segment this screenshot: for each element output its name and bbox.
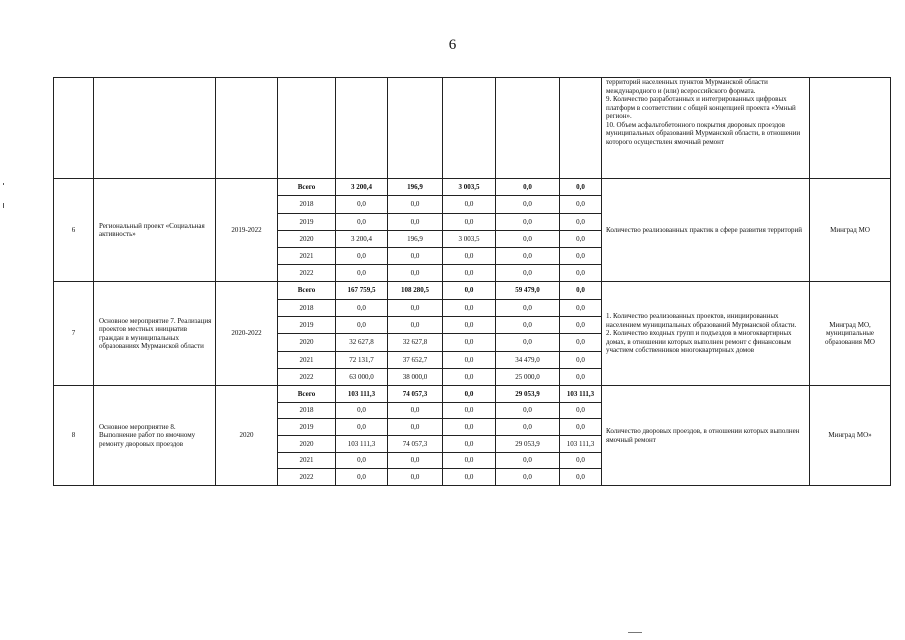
cell-year: 2020	[278, 436, 336, 453]
cell-value: 0,0	[443, 403, 496, 419]
cell-year: 2019	[278, 214, 336, 231]
cell-indicators	[602, 386, 810, 486]
cell-year: 2020	[278, 334, 336, 352]
cell-value	[443, 78, 496, 179]
cell-value: 0,0	[560, 265, 602, 282]
cell-executor: Минград МО	[810, 179, 891, 282]
cell-value: 29 053,9	[496, 386, 560, 403]
scan-mark	[3, 183, 4, 185]
cell-value: 0,0	[336, 317, 388, 334]
cell-value: 0,0	[336, 453, 388, 469]
cell-value: 0,0	[560, 282, 602, 300]
cell-value: 0,0	[443, 436, 496, 453]
indicator-text: Количество дворовых проездов, в отношении которых выполнен ямочный ремонт	[606, 427, 800, 444]
cell-period	[216, 78, 278, 179]
cell-year: 2019	[278, 419, 336, 436]
cell-indicators	[602, 179, 810, 282]
cell-year: 2018	[278, 300, 336, 317]
cell-value: 0,0	[336, 214, 388, 231]
cell-year: 2021	[278, 453, 336, 469]
cell-year: 2021	[278, 352, 336, 369]
cell-value: 59 479,0	[496, 282, 560, 300]
cell-value: 0,0	[496, 469, 560, 486]
cell-value: 0,0	[443, 419, 496, 436]
cell-value: 0,0	[496, 317, 560, 334]
cell-value: 0,0	[496, 334, 560, 352]
cell-value: 0,0	[443, 300, 496, 317]
cell-total-label: Всего	[278, 282, 336, 300]
cell-year: 2021	[278, 248, 336, 265]
cell-period: 2020-2022	[216, 282, 278, 386]
cell-value: 0,0	[443, 282, 496, 300]
cell-value: 3 003,5	[443, 231, 496, 248]
cell-total-label: Всего	[278, 179, 336, 196]
page-number: 6	[448, 37, 457, 53]
table-row	[54, 386, 891, 403]
cell-value: 0,0	[560, 214, 602, 231]
table-row	[54, 179, 891, 196]
cell-value: 29 053,9	[496, 436, 560, 453]
table-body	[54, 78, 891, 486]
cell-value: 0,0	[443, 386, 496, 403]
indicator-text: 9. Количество разработанных и интегрированных цифровых платформ в соответствии с общей концепцией проекта «Умный регион».	[606, 95, 796, 120]
cell-value: 0,0	[388, 403, 443, 419]
indicator-text: 2. Количество входных групп и подъездов в многоквартирных домах, в отношении которых выполнен ремонт с финансовым участием собственников многоквартирных домов	[606, 329, 792, 355]
cell-value	[496, 78, 560, 179]
cell-value: 32 627,8	[336, 334, 388, 352]
cell-name: Основное мероприятие 7. Реализация проектов местных инициатив граждан в муниципальных образованиях Мурманской области	[94, 282, 216, 386]
indicator-text: 1. Количество реализованных проектов, инициированных населением муниципальных образований Мурманской области.	[606, 312, 797, 329]
indicator-text: территорий населенных пунктов Мурманской области международного и (или) всероссийского формата.	[606, 78, 768, 95]
cell-value: 74 057,3	[388, 386, 443, 403]
cell-value: 63 000,0	[336, 369, 388, 386]
cell-name: Региональный проект «Социальная активность»	[94, 179, 216, 282]
cell-value: 196,9	[388, 231, 443, 248]
cell-value: 0,0	[560, 300, 602, 317]
cell-value: 0,0	[496, 403, 560, 419]
cell-value: 0,0	[443, 214, 496, 231]
cell-value: 0,0	[336, 403, 388, 419]
cell-value: 0,0	[496, 453, 560, 469]
cell-name: Основное мероприятие 8. Выполнение работ по ямочному ремонту дворовых проездов	[94, 386, 216, 486]
cell-num: 7	[54, 282, 94, 386]
cell-value: 0,0	[560, 352, 602, 369]
program-table-wrap	[53, 77, 891, 486]
program-table	[53, 77, 891, 486]
cell-value: 0,0	[388, 469, 443, 486]
cell-num: 8	[54, 386, 94, 486]
cell-year: 2020	[278, 231, 336, 248]
cell-indicators	[602, 78, 810, 179]
cell-value: 196,9	[388, 179, 443, 196]
cell-value: 0,0	[388, 248, 443, 265]
scan-mark	[3, 203, 4, 208]
cell-value: 0,0	[388, 453, 443, 469]
cell-value: 103 111,3	[560, 436, 602, 453]
cell-value: 0,0	[560, 334, 602, 352]
cell-value: 0,0	[560, 469, 602, 486]
cell-value: 3 200,4	[336, 231, 388, 248]
cell-value: 0,0	[336, 469, 388, 486]
cell-value: 3 200,4	[336, 179, 388, 196]
cell-value: 72 131,7	[336, 352, 388, 369]
cell-value: 0,0	[560, 179, 602, 196]
cell-value: 0,0	[496, 300, 560, 317]
cell-value: 0,0	[560, 317, 602, 334]
cell-value: 0,0	[443, 317, 496, 334]
cell-value: 0,0	[388, 300, 443, 317]
cell-executor	[810, 78, 891, 179]
cell-value: 108 280,5	[388, 282, 443, 300]
cell-value: 38 000,0	[388, 369, 443, 386]
cell-value: 0,0	[496, 265, 560, 282]
cell-value: 0,0	[496, 419, 560, 436]
cell-executor: Минград МО»	[810, 386, 891, 486]
cell-value: 0,0	[336, 300, 388, 317]
cell-value: 0,0	[388, 265, 443, 282]
cell-value: 0,0	[560, 369, 602, 386]
cell-value: 37 652,7	[388, 352, 443, 369]
cell-value: 0,0	[336, 196, 388, 214]
cell-value: 0,0	[496, 196, 560, 214]
cell-year: 2019	[278, 317, 336, 334]
cell-year: 2018	[278, 196, 336, 214]
cell-value: 32 627,8	[388, 334, 443, 352]
cell-value: 103 111,3	[560, 386, 602, 403]
indicator-text: Количество реализованных практик в сфере развития территорий	[606, 225, 802, 234]
cell-value: 0,0	[443, 334, 496, 352]
cell-value: 0,0	[443, 248, 496, 265]
cell-value: 0,0	[496, 179, 560, 196]
cell-indicators	[602, 282, 810, 386]
cell-value: 0,0	[443, 196, 496, 214]
cell-value: 34 479,0	[496, 352, 560, 369]
cell-value: 167 759,5	[336, 282, 388, 300]
cell-total-label: Всего	[278, 386, 336, 403]
cell-value: 25 000,0	[496, 369, 560, 386]
cell-year: 2018	[278, 403, 336, 419]
cell-value: 0,0	[336, 248, 388, 265]
cell-value: 0,0	[443, 369, 496, 386]
cell-value: 0,0	[388, 214, 443, 231]
cell-value: 0,0	[560, 231, 602, 248]
cell-value: 3 003,5	[443, 179, 496, 196]
cell-executor: Минград МО, муниципальные образования МО	[810, 282, 891, 386]
cell-year: 2022	[278, 469, 336, 486]
cell-period: 2019-2022	[216, 179, 278, 282]
cell-value: 0,0	[560, 248, 602, 265]
cell-value: 0,0	[336, 419, 388, 436]
cell-value	[388, 78, 443, 179]
cell-value: 0,0	[560, 403, 602, 419]
table-row	[54, 282, 891, 300]
cell-year: 2022	[278, 369, 336, 386]
cell-value: 0,0	[496, 231, 560, 248]
cell-value: 0,0	[560, 419, 602, 436]
indicator-text: 10. Объем асфальтобетонного покрытия дворовых проездов муниципальных образований Мурманской области, в отношении которого осуществлен ямочный ремонт	[606, 120, 801, 146]
cell-period: 2020	[216, 386, 278, 486]
cell-value	[336, 78, 388, 179]
cell-value: 0,0	[336, 265, 388, 282]
cell-value: 103 111,3	[336, 436, 388, 453]
cell-value: 0,0	[560, 196, 602, 214]
cell-value: 0,0	[443, 265, 496, 282]
cell-value: 0,0	[443, 453, 496, 469]
cell-value	[560, 78, 602, 179]
cell-value: 0,0	[496, 214, 560, 231]
cell-num: 6	[54, 179, 94, 282]
cell-value: 0,0	[443, 469, 496, 486]
cell-year: 2022	[278, 265, 336, 282]
cell-value: 0,0	[388, 317, 443, 334]
cell-name	[94, 78, 216, 179]
cell-year	[278, 78, 336, 179]
cell-num	[54, 78, 94, 179]
cell-value: 74 057,3	[388, 436, 443, 453]
cell-value: 0,0	[443, 352, 496, 369]
cell-value: 0,0	[496, 248, 560, 265]
cell-value: 0,0	[388, 419, 443, 436]
cell-value: 0,0	[560, 453, 602, 469]
cell-value: 0,0	[388, 196, 443, 214]
cell-value: 103 111,3	[336, 386, 388, 403]
scan-dash	[628, 632, 642, 633]
continuation-row	[54, 78, 891, 179]
